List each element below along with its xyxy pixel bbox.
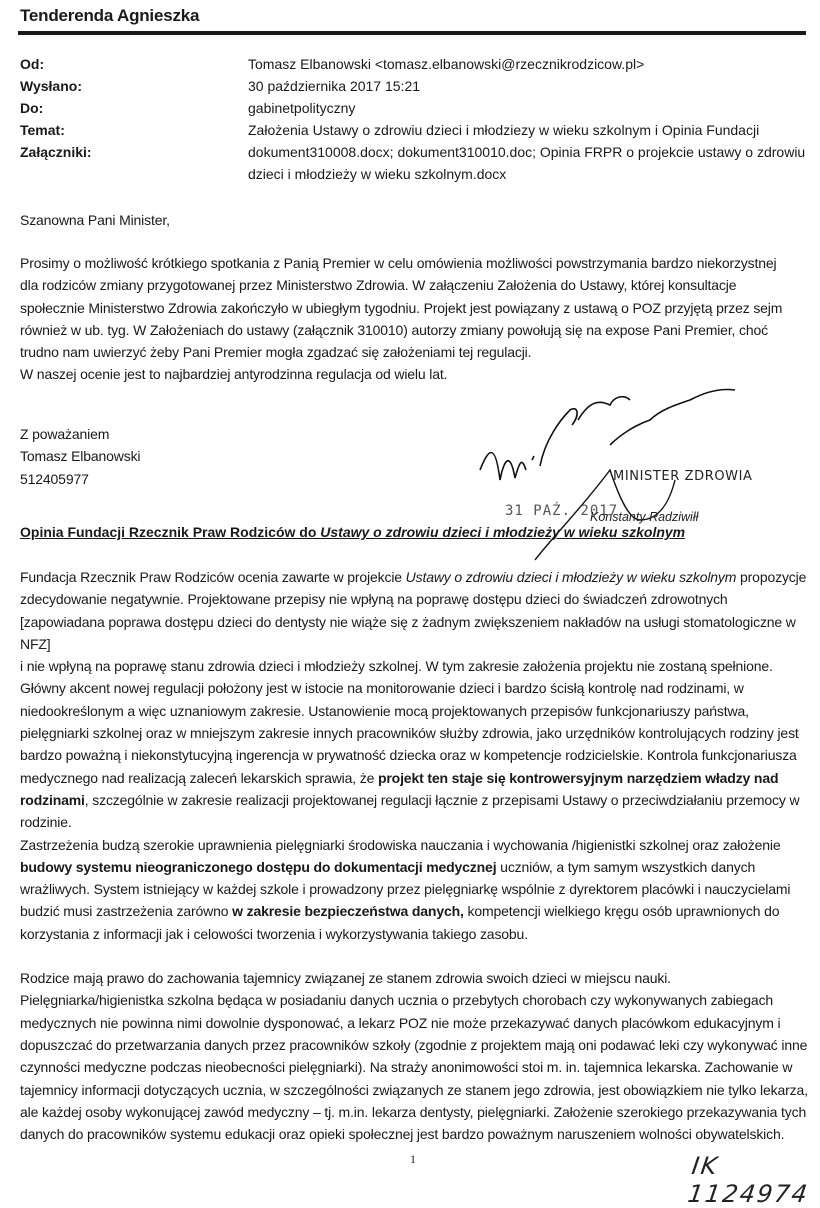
attachments-value: dokument310008.docx; dokument310010.doc; Opinia FRPR o projekcie ustawy o zdrowiu dzieci i młodzieży w wieku szkolnym.docx: [248, 144, 806, 182]
attachments-label: Załączniki:: [20, 144, 92, 160]
letter-paragraph-2: W naszej ocenie jest to najbardziej antyrodzinna regulacja od wielu lat.: [20, 366, 448, 383]
stamp-name: Konstanty Radziwiłł: [590, 510, 699, 524]
header-from: [20, 53, 810, 75]
opinion-paragraph-3: [20, 834, 810, 945]
page-number: 1: [410, 1152, 416, 1166]
stamp-date: 31 PAŹ. 2017: [505, 503, 619, 519]
header-attachments: [20, 141, 810, 185]
to-value: gabinetpolityczny: [248, 100, 356, 116]
p2-text: i nie wpłyną na poprawę stanu zdrowia dzieci i młodzieży szkolnej. W tym zakresie założenia projektu nie zostaną spełnione. Główny akcent nowej regulacji położony jest w istocie na monitorowanie dzieci i bardzo ścisłą kontrolę nad rodzinami, w niedookreślonym a więc uznaniowym zakresie. Ustanowienie mocą projektowanych przepisów funkcjonariuszy państwa, pielęgniarki szkolnej oraz w mniejszym zakresie innych pracowników służby zdrowia, jako urzędników kontrolujących rodziny jest bardzo poważną i niekonstytucyjną ingerencja w prywatność dziecka oraz w kompetencje rodzicielskie. Kontrola funkcjonariusza medycznego nad realizacją zaleceń lekarskich sprawia, że: [20, 658, 799, 786]
opinion-paragraph-4: Rodzice mają prawo do zachowania tajemnicy związanej ze stanem zdrowia swoich dzieci w miejscu nauki. Pielęgniarka/higienistka szkolna będąca w posiadaniu danych ucznia o przebytych chorobach czy wykonywanych zabiegach medycznych nie powinna nimi dowolnie dysponować, a lekarz POZ nie może przekazywać danych placówkom edukacyjnym i dopuszczać do przetwarzania danych przez pracowników szkoły (zgodnie z projektem mają oni podawać leki czy wykonywać inne czynności medyczne podczas nieobecności pielęgniarki). Na straży anonimowości stoi m. in. tajemnica lekarska. Zachowanie w tajemnicy informacji dotyczących ucznia, w szczególności związanych ze stanem jego zdrowia, jest obowiązkiem nie tylko lekarza, ale każdej osoby wykonującej zawód medyczny – tj. m.in. lekarza dentysty, pielęgniarki. Założenie szerokiego przekazywania tych danych do pracowników systemu edukacji oraz opieki społecznej jest bardzo poważnym naruszeniem wolności obywatelskich.: [20, 970, 808, 1143]
p3-bold-1: budowy systemu nieograniczonego dostępu do dokumentacji medycznej: [20, 858, 497, 875]
sent-label: Wysłano:: [20, 78, 82, 94]
signer-phone: 512405977: [20, 470, 89, 487]
from-value: Tomasz Elbanowski <tomasz.elbanowski@rzecznikrodzicow.pl>: [248, 56, 645, 72]
reference-number: IK 1124974: [686, 1152, 811, 1208]
opinion-title-italic: Ustawy o zdrowiu dzieci i młodzieży w wieku szkolnym: [320, 524, 686, 540]
opinion-title-prefix: Opinia Fundacji Rzecznik Praw Rodziców do: [20, 524, 321, 540]
letter-paragraph-1: Prosimy o możliwość krótkiego spotkania z Panią Premier w celu omówienia możliwości powstrzymania bardzo niekorzystnej dla rodziców zmiany przygotowanej przez Ministerstwo Zdrowia. W załączeniu Założenia do Ustawy, której konsultacje społecznie Ministerstwo Zdrowia zakończyło w ubiegłym tygodniu. Projekt jest powiązany z ustawą o POZ przyjętą przez sejm również w ub. tyg. W Założeniach do ustawy (załącznik 310010) autorzy zmiany powołują się na expose Pani Premier, choć trudno nam uwierzyć żeby Pani Premier mogła zgadzać się założeniami tej regulacji.: [20, 255, 783, 361]
opinion-paragraph-2: [20, 655, 810, 833]
p2-bold: projekt ten staje się kontrowersyjnym narzędziem władzy nad rodzinami: [20, 769, 779, 808]
header-to: [20, 97, 810, 119]
opinion-title: [20, 524, 685, 540]
p1-text-cont: propozycje zdecydowanie negatywnie. Projektowane przepisy nie wpłyną na poprawę dostępu dzieci do świadczeń zdrowotnych [zapowiadana poprawa dostępu dzieci do dentysty nie wiąże się z żadnym zwiększeniem nakładów na usługi stomatologiczne w NFZ]: [20, 569, 807, 652]
opinion-body: [20, 566, 810, 1145]
sender-name: Tenderenda Agnieszka: [20, 6, 200, 25]
email-headers: [20, 53, 810, 185]
p3-text-cont: uczniów, a tym samym wszystkich danych wrażliwych. System istniejący w każdej szkole i prowadzony przez pielęgniarkę wspólnie z dyrektorem placówki i nauczycielami budzić musi zastrzeżenia zarówno: [20, 858, 791, 920]
from-label: Od:: [20, 56, 45, 72]
p3-text: Zastrzeżenia budzą szerokie uprawnienia pielęgniarki środowiska nauczania i wychowania /higienistki szkolnej oraz założenie: [20, 836, 781, 853]
p1-text: Fundacja Rzecznik Praw Rodziców ocenia zawarte w projekcie: [20, 569, 406, 585]
stamp-title: MINISTER ZDROWIA: [613, 469, 753, 484]
p3-text-end: kompetencji wielkiego kręgu osób uprawnionych do korzystania z informacji jak i celowości tworzenia i wykorzystywania takiego zasobu.: [20, 903, 780, 942]
sent-value: 30 października 2017 15:21: [248, 78, 421, 94]
signer-name: Tomasz Elbanowski: [20, 448, 141, 465]
to-label: Do:: [20, 100, 44, 116]
top-rule: [18, 31, 806, 35]
opinion-paragraph-1: [20, 566, 810, 655]
p3-bold-2: w zakresie bezpieczeństwa danych,: [232, 903, 464, 920]
p2-text-cont: , szczególnie w zakresie realizacji projektowanej regulacji łącznie z przepisami Ustawy o przeciwdziałaniu przemocy w rodzinie.: [20, 791, 800, 831]
letter-salutation: Szanowna Pani Minister,: [20, 212, 170, 228]
closing: Z poważaniem: [20, 426, 110, 442]
p1-italic: Ustawy o zdrowiu dzieci i młodzieży w wieku szkolnym: [405, 569, 737, 585]
header-sent: [20, 75, 810, 97]
letter-body: [20, 252, 795, 386]
subject-label: Temat:: [20, 122, 65, 138]
subject-value: Założenia Ustawy o zdrowiu dzieci i młodziezy w wieku szkolnym i Opinia Fundacji: [248, 122, 760, 138]
header-subject: [20, 119, 810, 141]
